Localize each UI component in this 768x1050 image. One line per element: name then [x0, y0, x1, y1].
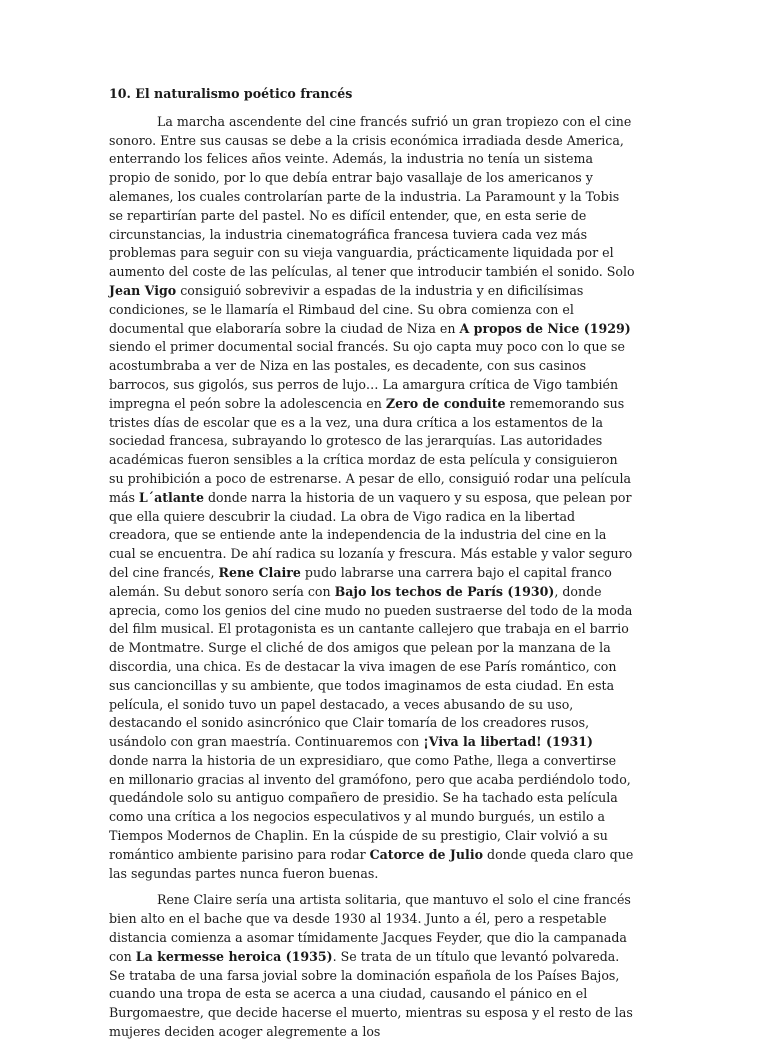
- text-run: donde narra la historia de un vaquero y su esposa, que pelean por que ella quiere descubrir la ciudad. La obra de Vigo radica en la libertad creadora, que se entiende ante la independencia de la industria del cine en la cual se encuentra. De ahí radica su lozanía y frescura. Más estable y valor seguro del cine francés,: [109, 489, 633, 580]
- bold-title-run: A propos de Nice (1929): [459, 320, 631, 336]
- bold-title-run: L´atlante: [138, 489, 204, 505]
- text-run: donde queda claro que las segundas partes nunca fueron buenas.: [109, 846, 634, 881]
- text-run: , donde aprecia, como los genios del cine mudo no pueden sustraerse del todo de la moda del film musical. El protagonista es un cantante callejero que trabaja en el barrio de Montmatre. Surge el cliché de dos amigos que pelean por la manzana de la discordia, una chica. Es de destacar la viva imagen de ese París romántico, con sus cancioncillas y su ambiente, que todos imaginamos de esta ciudad. En esta película, el sonido tuvo un papel destacado, a veces abusando de su uso, destacando el sonido asincrónico que Clair tomaría de los creadores rusos, usándolo con gran maestría. Continuaremos con: [109, 583, 633, 750]
- bold-title-run: Zero de conduite: [385, 395, 506, 411]
- text-run: pudo labrarse una carrera bajo el capital franco alemán. Su debut sonoro sería con: [109, 564, 612, 599]
- body-paragraph: [109, 113, 635, 884]
- text-run: . Se trata de un título que levantó polvareda. Se trataba de una farsa jovial sobre la dominación española de los Países Bajos, cuando una tropa de esta se acerca a una ciudad, causando el pánico en el Burgomaestre, que decide hacerse el muerto, mientras su esposa y el resto de las mujeres deciden acoger alegremente a los: [109, 948, 633, 1040]
- bold-title-run: La kermesse heroica (1935): [135, 948, 333, 964]
- bold-title-run: Jean Vigo: [109, 282, 177, 298]
- text-run: Rene Claire sería una artista solitaria, que mantuvo el solo el cine francés bien alto en el bache que va desde 1930 al 1934. Junto a él, pero a respetable distancia comienza a asomar tímidamente Jacques Feyder, que dio la campanada con: [109, 892, 631, 964]
- bold-title-run: ¡Viva la libertad! (1931): [423, 734, 594, 750]
- text-run: donde narra la historia de un expresidiaro, que como Pathe, llega a convertirse en millonario gracias al invento del gramófono, pero que acaba perdiéndolo todo, quedándole solo su antiguo compañero de presidio. Se ha tachado esta película como una crítica a los negocios especulativos y al mundo burgués, un estilo a Tiempos Modernos de Chaplin. En la cúspide de su prestigio, Clair volvió a su romántico ambiente parisino para rodar: [109, 752, 631, 862]
- text-run: La marcha ascendente del cine francés sufrió un gran tropiezo con el cine sonoro. Entre sus causas se debe a la crisis económica irradiada desde America, enterrando los felices años veinte. Además, la industria no tenía un sistema propio de sonido, por lo que debía entrar bajo vasallaje de los americanos y alemanes, los cuales controlarían parte de la industria. La Paramount y la Tobis se repartirían parte del pastel. No es difícil entender, que, en esta serie de circunstancias, la industria cinematográfica francesa tuviera cada vez más problemas para seguir con su vieja vanguardia, prácticamente liquidada por el aumento del coste de las películas, al tener que introducir también el sonido. Solo: [109, 113, 635, 280]
- body-paragraph: [109, 891, 635, 1041]
- bold-title-run: Bajo los techos de París (1930): [334, 583, 555, 599]
- text-run: rememorando sus tristes días de escolar que es a la vez, una dura crítica a los estamentos de la sociedad francesa, subrayando lo grotesco de las jerarquías. Las autoridades académicas fueron sensibles a la crítica mordaz de esta película y consiguieron su prohibición a poco de estrenarse. A pesar de ello, consiguió rodar una película más: [109, 395, 632, 505]
- bold-title-run: Rene Claire: [218, 564, 301, 580]
- paragraph-container: [109, 113, 635, 1042]
- document-body: [109, 85, 635, 1050]
- bold-title-run: Catorce de Julio: [369, 846, 484, 862]
- text-run: consiguió sobrevivir a espadas de la industria y en dificilísimas condiciones, se le llamaría el Rimbaud del cine. Su obra comienza con el documental que elaboraría sobre la ciudad de Niza en: [109, 282, 584, 336]
- text-run: siendo el primer documental social francés. Su ojo capta muy poco con lo que se acostumbraba a ver de Niza en las postales, es decadente, con sus casinos barrocos, sus gigolós, sus perros de lujo… La amargura crítica de Vigo también impregna el peón sobre la adolescencia en: [109, 339, 625, 411]
- section-heading: 10. El naturalismo poético francés: [109, 86, 353, 101]
